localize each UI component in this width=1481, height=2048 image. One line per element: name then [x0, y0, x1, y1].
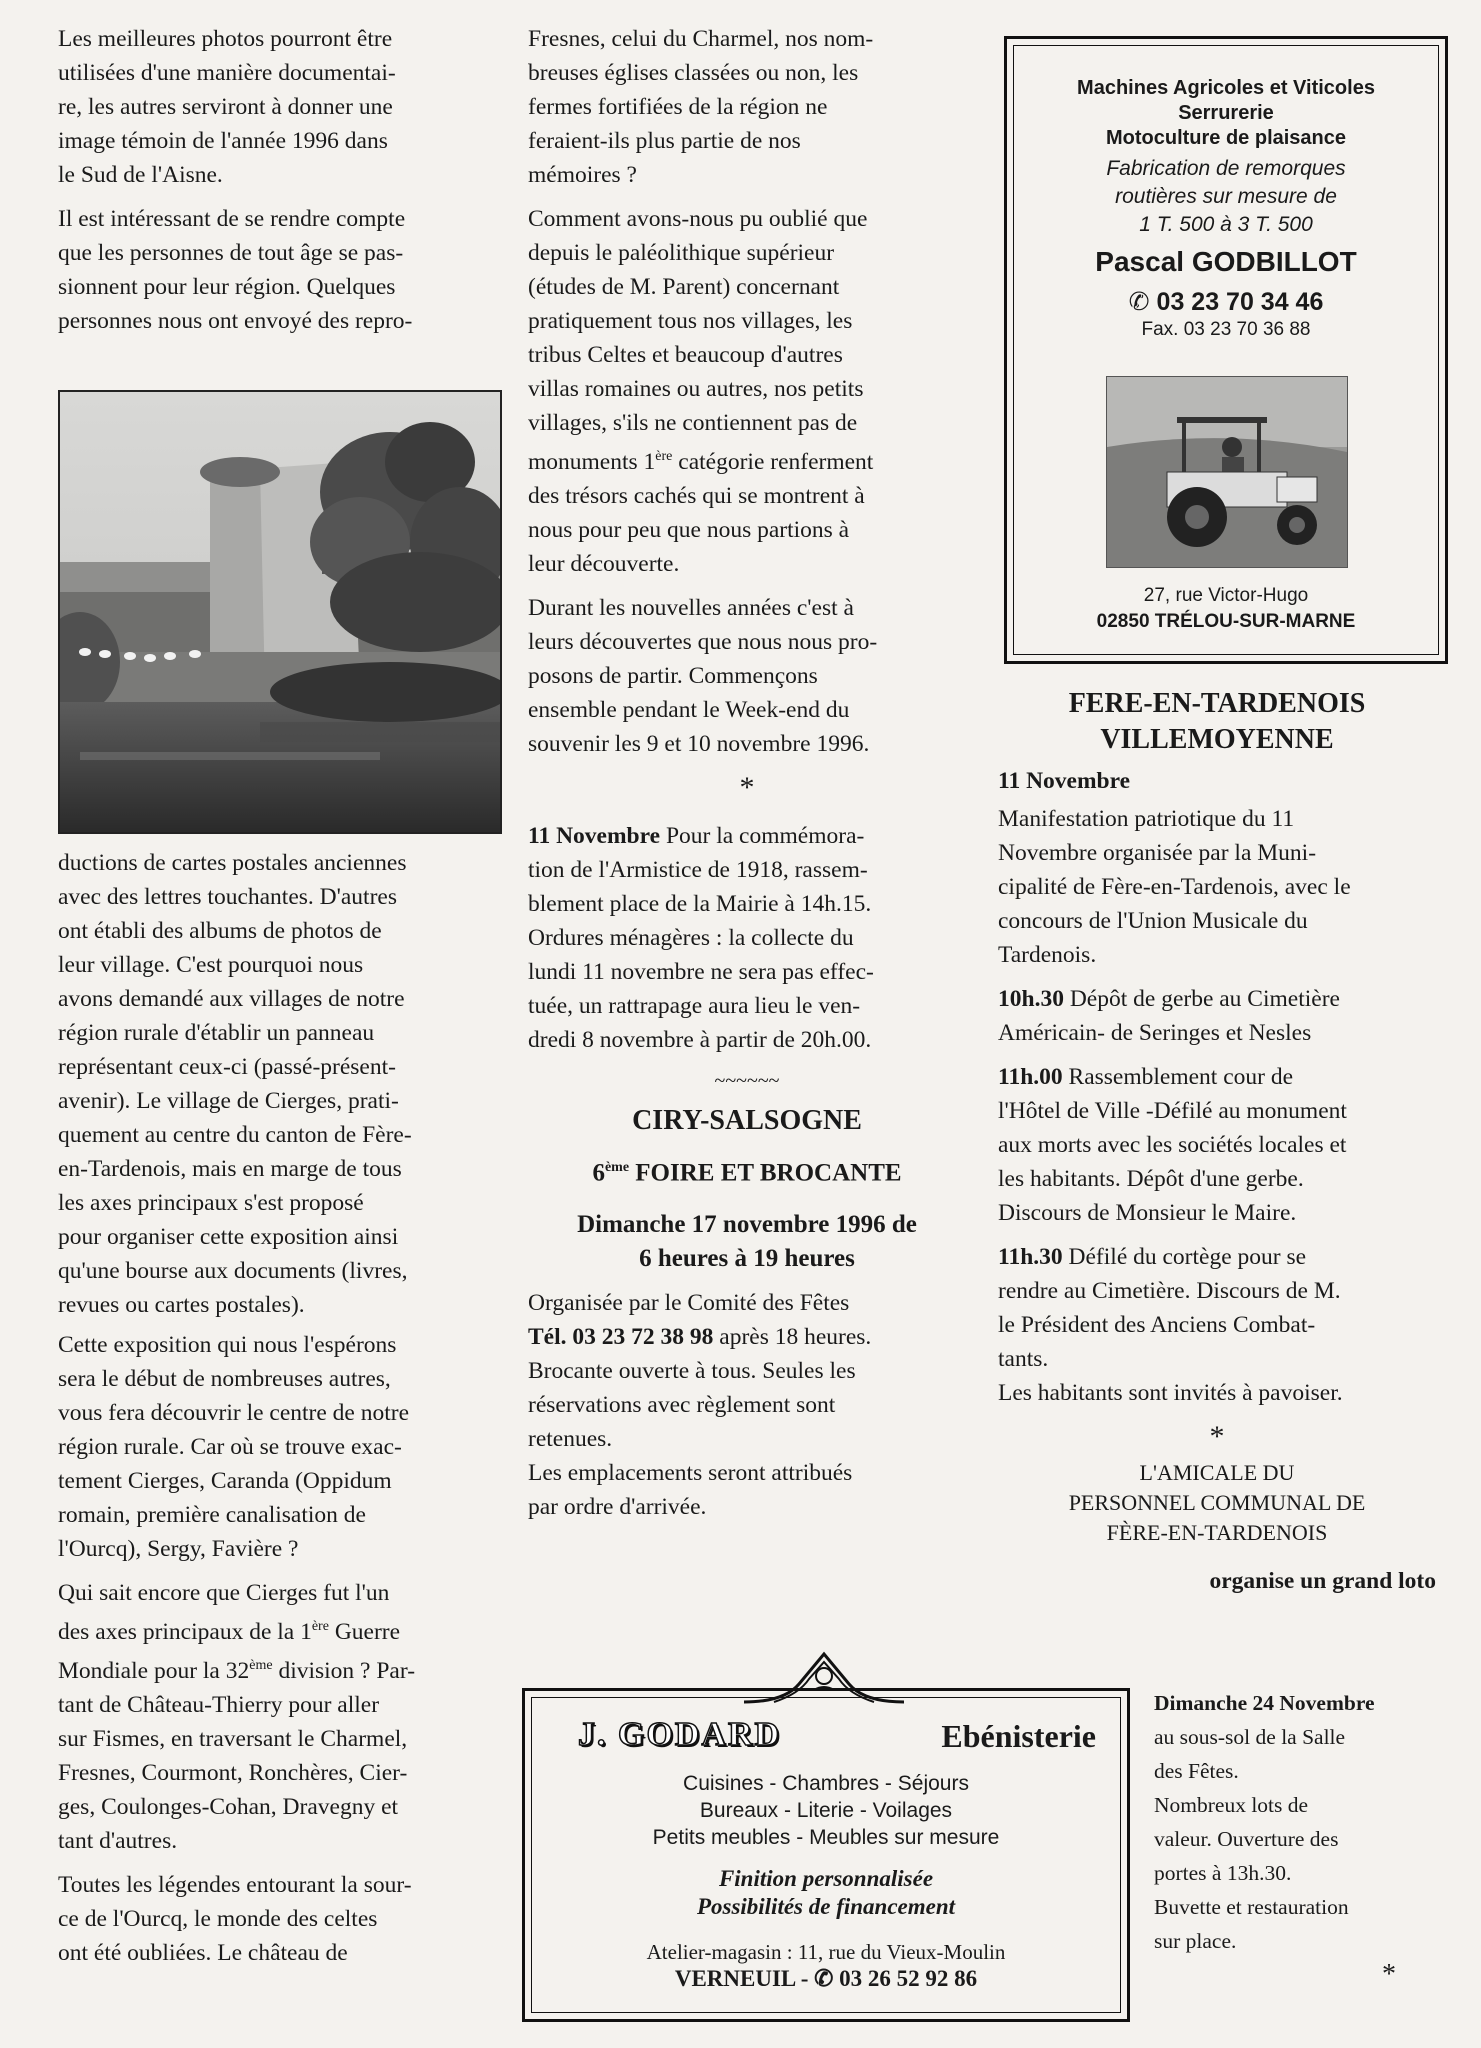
- text-line: sur Fismes, en traversant le Charmel,: [58, 1725, 408, 1752]
- amicale-block: [998, 1458, 1436, 1548]
- text-line: pratiquement tous nos villages, les: [528, 308, 853, 334]
- separator-asterisk: *: [739, 770, 755, 804]
- text-line: nous pour peu que nous partions à: [528, 516, 850, 543]
- advertisement-godbillot: [1004, 36, 1448, 664]
- text-line: [58, 1610, 498, 1649]
- time-label: 11h.00: [998, 1064, 1063, 1090]
- text-line: Qui sait encore que Cierges fut l'un: [58, 1580, 390, 1606]
- text-line: (études de M. Parent) concernant: [528, 274, 840, 300]
- phone-number: Tél. 03 23 72 38 98: [528, 1324, 714, 1351]
- text-line: tants.: [998, 1346, 1049, 1372]
- text-span: Défilé du cortège pour se: [1062, 1244, 1307, 1270]
- time-label: 11h.30: [998, 1244, 1063, 1270]
- text-line: vous fera découvrir le centre de notre: [58, 1400, 410, 1426]
- ad-inner-frame: [531, 1697, 1121, 2013]
- text-line: Les meilleures photos pourront être: [58, 26, 393, 52]
- text-line: Toutes les légendes entourant la sour-: [58, 1871, 412, 1898]
- text-line: blement place de la Mairie à 14h.15.: [528, 890, 872, 917]
- text-line: villages, s'ils ne contiennent pas de: [528, 410, 858, 436]
- text-line: ce de l'Ourcq, le monde des celtes: [58, 1905, 378, 1932]
- tower-photo-illustration: [60, 392, 500, 832]
- superscript: ère: [311, 1619, 329, 1634]
- event-hours: 6 heures à 19 heures: [639, 1245, 855, 1273]
- text-line: Novembre organisée par la Muni-: [998, 840, 1317, 866]
- text-line: [998, 982, 1436, 1016]
- text-line: tribus Celtes et beaucoup d'autres: [528, 342, 843, 368]
- text-line: sera le début de nombreuses autres,: [58, 1366, 391, 1392]
- paragraph-armistice: [528, 819, 966, 1057]
- ad-address: 27, rue Victor-Hugo: [1143, 585, 1309, 606]
- text-line: Durant les nouvelles années c'est à: [528, 594, 854, 621]
- text-line: Les habitants sont invités à pavoiser.: [998, 1380, 1343, 1406]
- tractor-photo: [1106, 376, 1348, 568]
- ad-line: Finition personnalisée: [718, 1866, 934, 1891]
- text-line: Brocante ouverte à tous. Seules les: [528, 1358, 856, 1385]
- text-line: [528, 440, 966, 479]
- text-line: Comment avons-nous pu oublié que: [528, 206, 868, 232]
- text-line: ges, Coulonges-Cohan, Dravegny et: [58, 1793, 399, 1820]
- ad-tagline: [532, 1865, 1120, 1921]
- text-line: quement au centre du canton de Fère-: [58, 1122, 412, 1148]
- text-line: fermes fortifiées de la région ne: [528, 94, 828, 120]
- paragraph-1030: [998, 982, 1436, 1050]
- ad-outer-frame: [522, 1688, 1130, 2022]
- ad-line: Possibilités de financement: [696, 1894, 956, 1919]
- tractor-illustration: [1107, 377, 1347, 567]
- foire-title: [528, 1151, 966, 1190]
- text-line: au sous-sol de la Salle: [1154, 1725, 1346, 1749]
- text-line: sionnent pour leur région. Quelques: [58, 274, 396, 300]
- text-line: ensemble pendant le Week-end du: [528, 696, 850, 723]
- text-line: L'AMICALE DU: [1139, 1460, 1295, 1485]
- ad-line: Fabrication de remorques: [1106, 157, 1346, 180]
- section-subtitle-villemoyenne: VILLEMOYENNE: [1100, 724, 1334, 755]
- ad-services: [532, 1770, 1120, 1851]
- ad-line: Cuisines - Chambres - Séjours: [683, 1772, 969, 1795]
- paragraph-photos: [58, 22, 498, 192]
- text-line: tant de Château-Thierry pour aller: [58, 1691, 380, 1718]
- text-line: sur place.: [1154, 1929, 1237, 1953]
- superscript: ème: [249, 1657, 273, 1673]
- text-line: [998, 1060, 1436, 1094]
- section-title-fere: FERE-EN-TARDENOIS: [1068, 688, 1366, 719]
- text-line: Buvette et restauration: [1154, 1895, 1349, 1919]
- text-span: monuments 1: [528, 448, 656, 475]
- text-span: Mondiale pour la 32: [58, 1657, 250, 1684]
- ad-line: Serrurerie: [1178, 102, 1274, 124]
- ad-header: [532, 1716, 1120, 1758]
- text-line: revues ou cartes postales).: [58, 1292, 305, 1318]
- ad-city: 02850 TRÉLOU-SUR-MARNE: [1096, 611, 1356, 632]
- text-line: romain, première canalisation de: [58, 1502, 366, 1528]
- paragraph-manifestation: [998, 802, 1436, 972]
- ad-town: VERNEUIL -: [674, 1966, 809, 1991]
- paragraph-interest: [58, 202, 498, 338]
- text-line: tion de l'Armistice de 1918, rassem-: [528, 856, 868, 883]
- date-label: 11 Novembre: [528, 822, 661, 849]
- ad-name: Pascal GODBILLOT: [1095, 246, 1357, 277]
- text-span: 6: [592, 1159, 605, 1187]
- ad-address: Atelier-magasin : 11, rue du Vieux-Moulin: [646, 1940, 1006, 1964]
- text-line: tement Cierges, Caranda (Oppidum: [58, 1468, 392, 1494]
- text-line: aux morts avec les sociétés locales et: [998, 1132, 1347, 1158]
- text-line: Fresnes, celui du Charmel, nos nom-: [528, 26, 874, 52]
- column-middle: [528, 22, 966, 1534]
- text-line: avons demandé aux villages de notre: [58, 986, 405, 1012]
- superscript: ème: [604, 1159, 630, 1175]
- text-line: re, les autres serviront à donner une: [58, 94, 393, 120]
- event-date: Dimanche 24 Novembre: [1154, 1691, 1375, 1715]
- text-line: des Fêtes.: [1154, 1759, 1239, 1783]
- text-line: PERSONNEL COMMUNAL DE: [1068, 1490, 1366, 1515]
- text-line: posons de partir. Commençons: [528, 662, 818, 689]
- tower-photo: [58, 390, 502, 834]
- text-line: Manifestation patriotique du 11: [998, 806, 1295, 832]
- text-span: des axes principaux de la 1: [58, 1618, 312, 1645]
- text-line: avec des lettres touchantes. D'autres: [58, 884, 397, 910]
- section-title-ciry: CIRY-SALSOGNE: [632, 1104, 862, 1136]
- text-line: portes à 13h.30.: [1154, 1861, 1292, 1885]
- paragraph-loto: [1154, 1686, 1436, 1958]
- paragraph-discoveries: [528, 591, 966, 761]
- paragraph-brocante: [528, 1286, 966, 1524]
- text-line: le Sud de l'Aisne.: [58, 162, 223, 188]
- text-line: Discours de Monsieur le Maire.: [998, 1200, 1297, 1226]
- loto-title: organise un grand loto: [1209, 1568, 1436, 1594]
- text-line: dredi 8 novembre à partir de 20h.00.: [528, 1026, 872, 1053]
- text-line: Ordures ménagères : la collecte du: [528, 924, 854, 951]
- advertisement-godard: [522, 1644, 1128, 2020]
- text-span: FOIRE ET BROCANTE: [629, 1159, 902, 1187]
- text-line: région rurale. Car où se trouve exac-: [58, 1434, 402, 1460]
- text-line: représentant ceux-ci (passé-présent-: [58, 1054, 396, 1080]
- paragraph-postcards: [58, 846, 498, 1322]
- text-line: l'Ourcq), Sergy, Favière ?: [58, 1536, 299, 1562]
- text-line: le Président des Anciens Combat-: [998, 1312, 1316, 1338]
- text-span: Guerre: [328, 1618, 401, 1645]
- text-line: les habitants. Dépôt d'une gerbe.: [998, 1166, 1304, 1192]
- text-line: rendre au Cimetière. Discours de M.: [998, 1278, 1341, 1304]
- text-line: [58, 1649, 498, 1688]
- text-line: Organisée par le Comité des Fêtes: [528, 1290, 850, 1317]
- time-label: 10h.30: [998, 986, 1064, 1012]
- text-line: feraient-ils plus partie de nos: [528, 128, 801, 154]
- ad-line: Motoculture de plaisance: [1105, 127, 1347, 149]
- text-span: après 18 heures.: [713, 1324, 872, 1351]
- ad-phone: ✆ 03 23 70 34 46: [1128, 288, 1324, 316]
- text-line: Les emplacements seront attribués: [528, 1460, 853, 1487]
- text-line: l'Hôtel de Ville -Défilé au monument: [998, 1098, 1347, 1124]
- ad-line: Machines Agricoles et Viticoles: [1077, 77, 1375, 99]
- text-line: [528, 1320, 966, 1354]
- event-date: 11 Novembre: [998, 768, 1131, 794]
- text-line: ductions de cartes postales anciennes: [58, 850, 407, 876]
- column-left: [58, 22, 498, 348]
- text-line: villas romaines ou autres, nos petits: [528, 376, 864, 402]
- text-line: région rurale d'établir un panneau: [58, 1020, 375, 1046]
- text-line: réservations avec règlement sont: [528, 1392, 836, 1419]
- text-line: Fresnes, Courmont, Ronchères, Cier-: [58, 1759, 408, 1786]
- text-line: que les personnes de tout âge se pas-: [58, 240, 404, 266]
- text-line: retenues.: [528, 1426, 613, 1453]
- text-span: catégorie renferment: [672, 448, 874, 475]
- text-line: valeur. Ouverture des: [1154, 1827, 1339, 1851]
- text-line: depuis le paléolithique supérieur: [528, 240, 835, 266]
- ad-line: routières sur mesure de: [1115, 185, 1337, 208]
- column-right: [998, 686, 1436, 1598]
- text-line: leur village. C'est pourquoi nous: [58, 952, 364, 978]
- paragraph-cierges: [58, 1576, 498, 1858]
- paragraph-legends: [58, 1868, 498, 1970]
- text-line: breuses églises classées ou non, les: [528, 60, 859, 86]
- text-line: leurs découvertes que nous nous pro-: [528, 628, 878, 655]
- text-line: les axes principaux s'est proposé: [58, 1190, 364, 1216]
- paragraph-fresnes: [528, 22, 966, 192]
- text-line: lundi 11 novembre ne sera pas effec-: [528, 958, 874, 985]
- text-line: ont été oubliées. Le château de: [58, 1939, 348, 1966]
- ad-line: Bureaux - Literie - Voilages: [699, 1799, 953, 1822]
- paragraph-paleolithic: [528, 202, 966, 581]
- separator-tilde: ~~~~~~: [714, 1069, 780, 1092]
- superscript: ère: [655, 449, 673, 464]
- text-span: division ? Par-: [272, 1657, 416, 1684]
- paragraph-1100: [998, 1060, 1436, 1230]
- text-line: tuée, un rattrapage aura lieu le ven-: [528, 992, 861, 1019]
- text-span: Dépôt de gerbe au Cimetière: [1063, 986, 1340, 1012]
- text-line: ont établi des albums de photos de: [58, 918, 382, 944]
- text-line: image témoin de l'année 1996 dans: [58, 128, 388, 154]
- text-line: Américain- de Seringes et Nesles: [998, 1020, 1312, 1046]
- text-line: personnes nous ont envoyé des repro-: [58, 308, 413, 334]
- event-date: Dimanche 17 novembre 1996 de: [577, 1211, 917, 1239]
- column-left-continued: [58, 846, 498, 1980]
- ad-inner-frame: [1013, 45, 1439, 655]
- text-line: souvenir les 9 et 10 novembre 1996.: [528, 730, 870, 757]
- paragraph-1130: [998, 1240, 1436, 1410]
- text-span: Pour la commémora-: [660, 822, 865, 849]
- text-line: avenir). Le village de Cierges, prati-: [58, 1088, 399, 1114]
- text-line: leur découverte.: [528, 550, 680, 577]
- text-line: concours de l'Union Musicale du: [998, 908, 1308, 934]
- text-line: en-Tardenois, mais en marge de tous: [58, 1156, 402, 1182]
- ad-line: Petits meubles - Meubles sur mesure: [652, 1826, 1000, 1849]
- text-line: cipalité de Fère-en-Tardenois, avec le: [998, 874, 1351, 900]
- text-line: Tardenois.: [998, 942, 1097, 968]
- separator-asterisk: *: [1382, 1959, 1396, 1990]
- loto-details: [1154, 1686, 1436, 1990]
- text-line: des trésors cachés qui se montrent à: [528, 482, 865, 509]
- text-line: [998, 1240, 1436, 1274]
- text-line: [528, 819, 966, 853]
- ad-fax: Fax. 03 23 70 36 88: [1141, 319, 1311, 340]
- text-line: Cette exposition qui nous l'espérons: [58, 1332, 397, 1358]
- ad-contact: [532, 1965, 1120, 1993]
- paragraph-exposition: [58, 1328, 498, 1566]
- text-span: Rassemblement cour de: [1062, 1064, 1294, 1090]
- text-line: Nombreux lots de: [1154, 1793, 1309, 1817]
- text-line: tant d'autres.: [58, 1827, 178, 1854]
- ad-trade: Ebénisterie: [941, 1718, 1096, 1754]
- text-line: par ordre d'arrivée.: [528, 1494, 707, 1521]
- text-line: FÈRE-EN-TARDENOIS: [1106, 1520, 1328, 1545]
- text-line: utilisées d'une manière documentai-: [58, 60, 396, 86]
- text-line: pour organiser cette exposition ainsi: [58, 1224, 399, 1250]
- ad-line: 1 T. 500 à 3 T. 500: [1139, 213, 1313, 236]
- text-line: Il est intéressant de se rendre compte: [58, 206, 406, 232]
- separator-asterisk: *: [1209, 1420, 1225, 1453]
- ad-phone: ✆ 03 26 52 92 86: [814, 1966, 978, 1991]
- text-line: qu'une bourse aux documents (livres,: [58, 1258, 408, 1284]
- text-line: mémoires ?: [528, 162, 637, 188]
- ad-brand: J. GODARD: [578, 1716, 782, 1753]
